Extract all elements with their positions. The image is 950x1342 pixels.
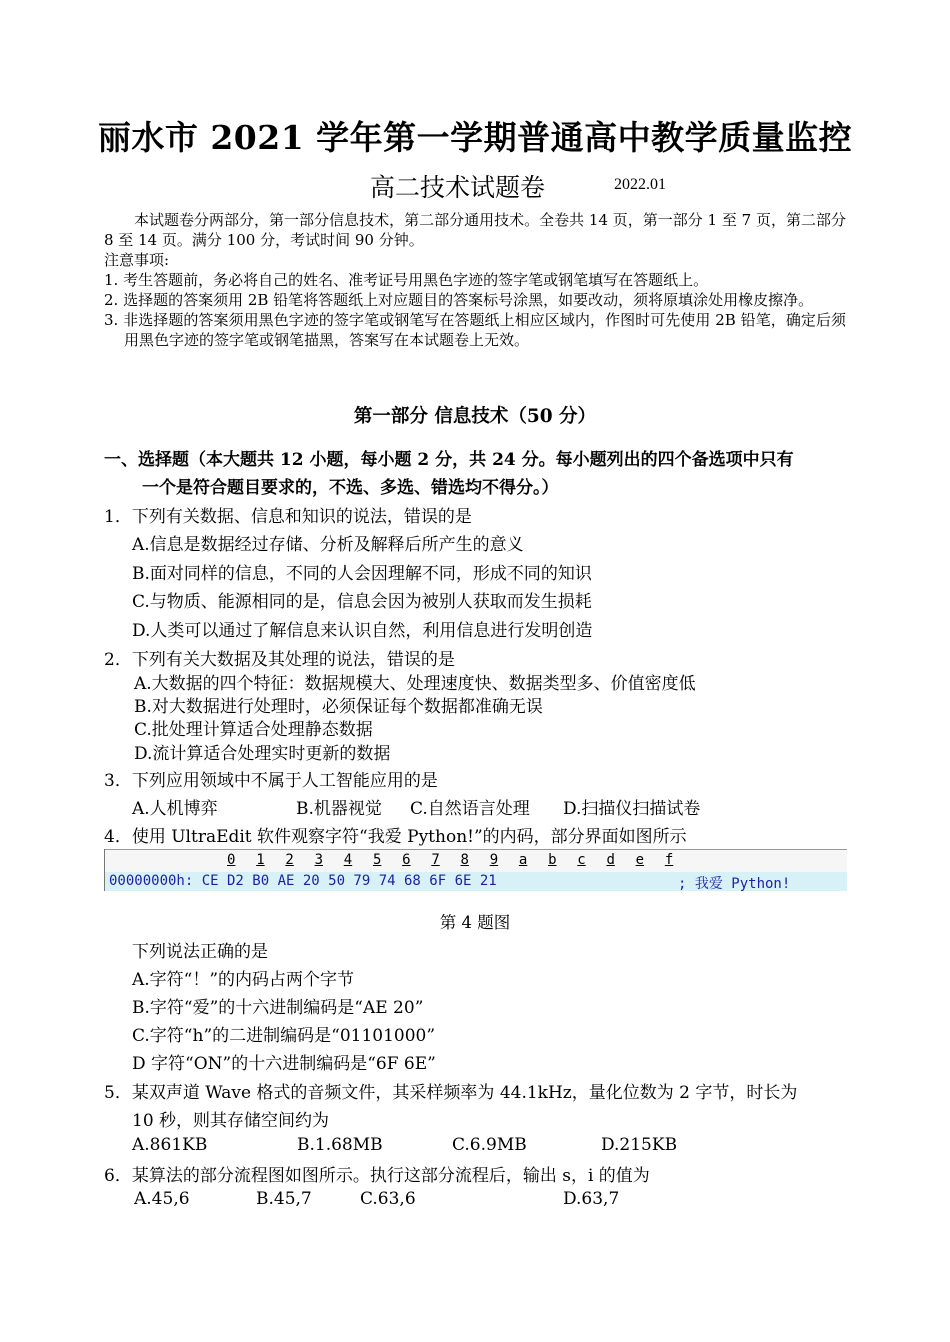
hex-row-ascii: ; 我爱 Python!: [678, 876, 791, 892]
q6-option-a: A.45,6: [134, 1189, 190, 1209]
q6-option-b: B.45,7: [256, 1189, 312, 1209]
notes-title: 注意事项:: [104, 251, 170, 269]
hex-column-label: 0: [227, 852, 236, 868]
hex-column-label: 2: [285, 852, 294, 868]
note-item: 2. 选择题的答案须用 2B 铅笔将答题纸上对应题目的答案标号涂黑，如要改动，须将原填涂处用橡皮擦净。: [104, 291, 814, 309]
q1-option-c: C.与物质、能源相同的是，信息会因为被别人获取而发生损耗: [132, 592, 592, 612]
q5-stem: 5．某双声道 Wave 格式的音频文件，其采样频率为 44.1kHz，量化位数为 2 字节，时长为: [104, 1083, 798, 1103]
q6-stem: 6．某算法的部分流程图如图所示。执行这部分流程后，输出 s，i 的值为: [104, 1166, 650, 1186]
hex-column-label: d: [606, 852, 615, 868]
hex-column-label: 1: [256, 852, 265, 868]
hex-column-label: 3: [314, 852, 323, 868]
q3-option-c: C.自然语言处理: [410, 799, 530, 819]
hex-column-label: 5: [372, 852, 382, 868]
q2-option-c: C.批处理计算适合处理静态数据: [134, 720, 373, 740]
q2-option-a: A.大数据的四个特征：数据规模大、处理速度快、数据类型多、价值密度低: [134, 674, 696, 694]
q1-stem: 1．下列有关数据、信息和知识的说法，错误的是: [104, 507, 472, 527]
section-heading-line: 一个是符合题目要求的，不选、多选、错选均不得分。）: [142, 478, 559, 498]
q2-option-d: D.流计算适合处理实时更新的数据: [134, 744, 391, 764]
intro-paragraph: 本试题卷分两部分，第一部分信息技术，第二部分通用技术。全卷共 14 页，第一部分 1 至 7 页，第二部分 8 至 14 页。满分 100 分，考试时间 90 分钟。: [104, 211, 846, 249]
hex-column-label: 8: [460, 852, 469, 868]
q3-option-a: A.人机博弈: [132, 799, 218, 819]
q3-stem: 3．下列应用领域中不属于人工智能应用的是: [104, 771, 438, 791]
q6-option-d: D.63,7: [563, 1189, 620, 1209]
q4-option-d: D 字符“ON”的十六进制编码是“6F 6E”: [132, 1054, 436, 1074]
q1-option-b: B.面对同样的信息，不同的人会因理解不同，形成不同的知识: [132, 564, 592, 584]
q4-stem: 4．使用 UltraEdit 软件观察字符“我爱 Python!”的内码，部分界面如图所示: [104, 827, 687, 847]
q3-option-b: B.机器视觉: [296, 799, 382, 819]
hex-column-label: 6: [402, 852, 411, 868]
hex-column-label: a: [518, 852, 528, 868]
q5-option-a: A.861KB: [132, 1135, 208, 1155]
section-heading-line: 一、选择题（本大题共 12 小题，每小题 2 分，共 24 分。每小题列出的四个备选项中只有: [104, 450, 794, 470]
exam-subtitle: 高二技术试题卷: [370, 173, 546, 202]
q5-option-d: D.215KB: [601, 1135, 678, 1155]
hex-column-label: f: [664, 852, 674, 868]
q6-option-c: C.63,6: [360, 1189, 416, 1209]
q1-option-a: A.信息是数据经过存储、分析及解释后所产生的意义: [132, 535, 524, 555]
q5-option-c: C.6.9MB: [452, 1135, 527, 1155]
hex-column-header: [105, 849, 847, 874]
note-item: 3. 非选择题的答案须用黑色字迹的签字笔或钢笔写在答题纸上相应区域内，作图时可先使用 2B 铅笔，确定后须用黑色字迹的签字笔或钢笔描黑，答案写在本试题卷上无效。: [104, 311, 846, 349]
q3-option-d: D.扫描仪扫描试卷: [563, 799, 701, 819]
section-heading: [104, 446, 850, 502]
exam-title: 丽水市 2021 学年第一学期普通高中教学质量监控: [97, 118, 853, 157]
hex-column-label: 9: [489, 852, 499, 868]
hex-column-label: 4: [343, 852, 353, 868]
exam-date: 2022.01: [614, 176, 666, 193]
q4-option-a: A.字符“！”的内码占两个字节: [132, 970, 355, 990]
q2-stem: 2．下列有关大数据及其处理的说法，错误的是: [104, 650, 455, 670]
instructions: [104, 210, 846, 350]
figure-caption: 第 4 题图: [439, 913, 511, 932]
hex-row-values: 00000000h: CE D2 B0 AE 20 50 79 74 68 6F 6E 21: [109, 873, 497, 889]
hex-column-label: 7: [431, 852, 440, 868]
hex-column-label: e: [635, 852, 645, 868]
q4-option-b: B.字符“爱”的十六进制编码是“AE 20”: [132, 998, 424, 1018]
hex-column-label: c: [577, 852, 586, 868]
hex-column-label: b: [548, 852, 557, 868]
hex-column-labels: [227, 852, 694, 868]
q1-option-d: D.人类可以通过了解信息来认识自然，利用信息进行发明创造: [132, 621, 593, 641]
q2-option-b: B.对大数据进行处理时，必须保证每个数据都准确无误: [134, 697, 543, 717]
q5-option-b: B.1.68MB: [297, 1135, 383, 1155]
q5-stem-continued: 10 秒，则其存储空间约为: [132, 1111, 330, 1131]
q4-prompt: 下列说法正确的是: [132, 942, 268, 962]
hex-editor-figure: [104, 849, 847, 891]
section-title: 第一部分 信息技术（50 分）: [353, 406, 597, 427]
hex-data-row: [105, 872, 847, 891]
note-item: 1. 考生答题前，务必将自己的姓名、准考证号用黑色字迹的签字笔或钢笔填写在答题纸上。: [104, 271, 709, 289]
q4-option-c: C.字符“h”的二进制编码是“01101000”: [132, 1026, 436, 1046]
